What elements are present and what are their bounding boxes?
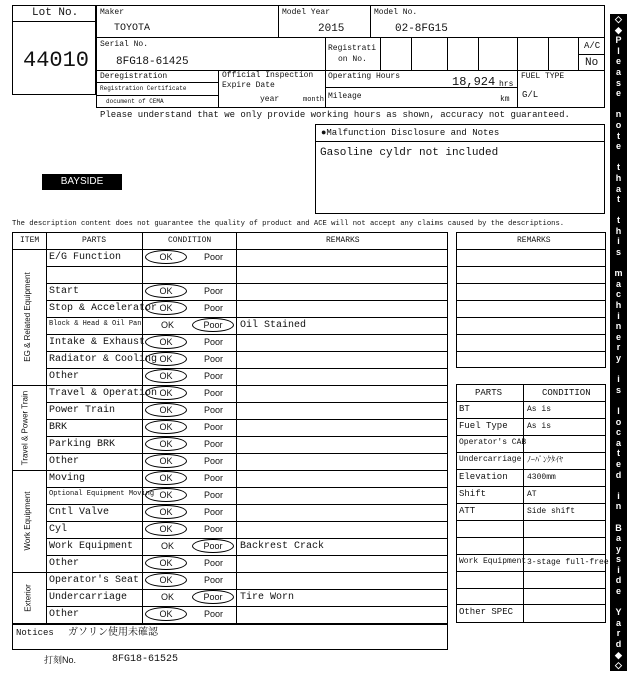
- poor-label: Poor: [204, 507, 224, 517]
- fuel-type-value: G/L: [522, 90, 539, 100]
- part-label: Other: [49, 371, 80, 382]
- part-label: Block & Head & Oil Pan: [49, 320, 142, 328]
- hrs-label: hrs: [499, 80, 514, 89]
- side-notice-char: h: [615, 300, 622, 311]
- ok-circled: OK: [145, 301, 187, 315]
- poor-label: Poor: [204, 286, 224, 296]
- part-label: Moving: [49, 473, 86, 484]
- ac-label: A/C: [584, 41, 601, 51]
- spec-condition: As is: [527, 405, 552, 414]
- group-label: Work Equipment: [23, 491, 32, 551]
- part-label: E/G Function: [49, 252, 122, 263]
- spec-part: Operator's CAB: [459, 438, 527, 447]
- spec-part: BT: [459, 404, 470, 414]
- serial-value: 8FG18-61425: [116, 56, 189, 68]
- poor-label: Poor: [204, 575, 224, 585]
- poor-label: Poor: [204, 473, 224, 483]
- side-notice-char: c: [615, 427, 621, 438]
- ac-value: No: [585, 57, 599, 69]
- spec-condition: Side shift: [527, 507, 576, 516]
- group-label: EG & Related Equipment: [23, 272, 32, 362]
- ok-circled: OK: [145, 522, 187, 536]
- side-notice-char: h: [615, 172, 622, 183]
- side-notice-char: s: [615, 77, 621, 88]
- side-notice-char: h: [615, 225, 622, 236]
- model-year-value: 2015: [318, 23, 345, 35]
- spec-condition: 3-stage full-free: [527, 558, 609, 567]
- poor-label: Poor: [204, 354, 224, 364]
- spec-part: Shift: [459, 489, 487, 499]
- model-no-label: Model No.: [374, 8, 418, 17]
- side-notice-char: d: [615, 469, 622, 480]
- side-notice-char: t: [617, 215, 620, 226]
- side-notice-char: c: [615, 289, 621, 300]
- part-label: Start: [49, 286, 80, 297]
- lot-label: Lot No.: [32, 7, 79, 19]
- month-label: month: [303, 96, 325, 104]
- poor-label: Poor: [204, 524, 224, 534]
- notices-label: Notices: [16, 628, 54, 638]
- remark-text: Backrest Crack: [240, 541, 325, 552]
- cema-label: document of CEMA: [106, 98, 164, 105]
- inspection-label: Official Inspection: [222, 71, 314, 80]
- ok-circled: OK: [145, 488, 187, 502]
- side-notice-char: o: [615, 416, 622, 427]
- side-notice-char: ◇: [615, 660, 622, 671]
- side-notice-char: ◇: [615, 14, 622, 24]
- side-notice-char: a: [615, 437, 621, 448]
- ok-circled: OK: [145, 437, 187, 451]
- model-year-label: Model Year: [282, 8, 331, 17]
- part-label: BRK: [49, 422, 68, 433]
- ok-label: OK: [161, 592, 175, 602]
- poor-label: Poor: [204, 252, 224, 262]
- part-label: Cyl: [49, 524, 68, 535]
- inspection-label-2: Expire Date: [222, 81, 275, 90]
- remark-text: Oil Stained: [240, 320, 307, 331]
- side-notice-char: ◆: [615, 649, 622, 660]
- side-notice-char: t: [617, 448, 620, 459]
- side-notice-char: m: [614, 268, 623, 279]
- spec-condition: AT: [527, 490, 537, 499]
- stamp-label: 打刻No.: [44, 655, 77, 665]
- side-notice-char: a: [615, 66, 621, 77]
- side-notice-char: B: [615, 522, 622, 533]
- right-remarks-header: REMARKS: [517, 236, 551, 245]
- side-notice-char: t: [617, 162, 620, 173]
- part-label: Other: [49, 558, 80, 569]
- side-notice-char: s: [615, 554, 621, 565]
- poor-label: Poor: [204, 303, 224, 313]
- poor-label: Poor: [204, 490, 224, 500]
- col-header-condition: CONDITION: [168, 236, 212, 245]
- side-notice-char: n: [615, 109, 622, 120]
- side-notice-char: t: [617, 194, 620, 205]
- poor-label: Poor: [204, 422, 224, 432]
- part-label: Other: [49, 609, 80, 620]
- side-notice-char: s: [615, 247, 621, 258]
- ok-label: OK: [161, 320, 175, 330]
- poor-label: Poor: [204, 388, 224, 398]
- spec-part: Undercarriage: [459, 455, 522, 464]
- side-notice-char: i: [617, 490, 620, 501]
- part-label: Power Train: [49, 405, 116, 416]
- part-label: Parking BRK: [49, 439, 116, 450]
- side-notice-char: e: [615, 458, 621, 469]
- side-notice-char: i: [617, 564, 620, 575]
- spec-part: ATT: [459, 506, 476, 516]
- side-notice-char: r: [616, 628, 621, 639]
- poor-label: Poor: [204, 371, 224, 381]
- side-notice-char: e: [615, 56, 621, 67]
- poor-circled: Poor: [192, 318, 234, 332]
- poor-label: Poor: [204, 439, 224, 449]
- spec-condition: 4300mm: [527, 473, 556, 482]
- side-notice: [610, 14, 627, 671]
- col-header-parts: PARTS: [82, 236, 107, 245]
- part-label: Undercarriage: [49, 592, 128, 603]
- side-notice-char: a: [615, 533, 621, 544]
- poor-circled: Poor: [192, 539, 234, 553]
- hours-notice: Please understand that we only provide working hours as shown, accuracy not guaranteed.: [100, 110, 570, 120]
- side-notice-char: y: [615, 353, 621, 363]
- ok-label: OK: [161, 541, 175, 551]
- ok-circled: OK: [145, 420, 187, 434]
- side-notice-char: y: [615, 543, 621, 554]
- stamp-value: 8FG18-61525: [112, 654, 179, 665]
- spec-part: Fuel Type: [459, 421, 508, 431]
- registration-certificate-label: Registration Certificate: [100, 85, 187, 92]
- ok-circled: OK: [145, 454, 187, 468]
- part-label: Cntl Valve: [49, 507, 110, 518]
- notices-value: ガソリン使用未確認: [68, 627, 158, 638]
- ok-circled: OK: [145, 471, 187, 485]
- side-notice-char: n: [615, 501, 622, 512]
- registration-label-2: on No.: [338, 55, 367, 64]
- malfunction-text: Gasoline cyldr not included: [320, 147, 499, 159]
- side-notice-char: a: [615, 278, 621, 289]
- malfunction-title: ●Malfunction Disclosure and Notes: [321, 128, 500, 138]
- side-notice-char: ◆: [615, 24, 622, 35]
- ok-circled: OK: [145, 250, 187, 264]
- spec-part: Other SPEC: [459, 607, 514, 617]
- side-notice-char: i: [617, 374, 620, 385]
- spec-part: Work Equipment: [459, 557, 527, 566]
- bayside-badge: BAYSIDE: [42, 174, 122, 190]
- model-no-value: 02-8FG15: [395, 23, 448, 35]
- right-condition-header: CONDITION: [542, 388, 591, 398]
- side-notice-char: s: [615, 384, 621, 395]
- ok-circled: OK: [145, 556, 187, 570]
- side-notice-char: o: [615, 119, 622, 130]
- operating-hours-label: Operating Hours: [328, 72, 401, 81]
- side-notice-char: e: [615, 586, 621, 597]
- part-label: Radiator & Cooling: [49, 354, 158, 365]
- ok-circled: OK: [145, 505, 187, 519]
- poor-label: Poor: [204, 456, 224, 466]
- right-parts-header: PARTS: [475, 388, 503, 398]
- col-header-item: ITEM: [20, 236, 40, 245]
- part-label: Intake & Exhaust: [49, 337, 146, 348]
- side-notice-char: r: [616, 342, 621, 353]
- group-label: Travel & Power Train: [20, 390, 29, 465]
- poor-label: Poor: [204, 405, 224, 415]
- km-label: km: [500, 95, 510, 104]
- side-notice-char: a: [615, 183, 621, 194]
- mileage-label: Mileage: [328, 92, 362, 101]
- side-notice-char: n: [615, 321, 622, 332]
- ok-circled: OK: [145, 369, 187, 383]
- side-notice-char: e: [615, 141, 621, 152]
- side-notice-char: l: [617, 405, 620, 416]
- poor-label: Poor: [204, 558, 224, 568]
- spec-condition: As is: [527, 422, 552, 431]
- serial-label: Serial No.: [100, 40, 149, 49]
- side-notice-char: e: [615, 88, 621, 99]
- disclaimer-text: The description content does not guarantee the quality of product and ACE will not accept any claims caused by the descriptions.: [12, 220, 565, 228]
- ok-circled: OK: [145, 386, 187, 400]
- poor-circled: Poor: [192, 590, 234, 604]
- side-notice-char: i: [617, 236, 620, 247]
- side-notice-char: d: [615, 575, 622, 586]
- part-label: Travel & Operation: [49, 388, 158, 399]
- year-label: year: [260, 95, 280, 104]
- poor-label: Poor: [204, 337, 224, 347]
- side-notice-char: i: [617, 310, 620, 321]
- part-label: Other: [49, 456, 80, 467]
- side-notice-char: e: [615, 331, 621, 342]
- fuel-type-label: FUEL TYPE: [521, 72, 565, 81]
- part-label: Operator's Seat: [49, 575, 140, 586]
- group-label: Exterior: [23, 583, 32, 612]
- lot-number: 44010: [23, 48, 90, 73]
- ok-circled: OK: [145, 335, 187, 349]
- spec-condition: ﾉｰﾊﾟﾝｸﾀｲﾔ: [527, 456, 563, 465]
- part-label: Stop & Accelerator: [49, 303, 158, 314]
- poor-label: Poor: [204, 609, 224, 619]
- spec-part: Elevation: [459, 472, 508, 482]
- maker-value: TOYOTA: [114, 23, 151, 34]
- side-notice-char: d: [615, 639, 622, 650]
- side-notice-char: Y: [615, 607, 622, 618]
- deregistration-label: Deregistration: [100, 72, 168, 81]
- side-notice-char: l: [617, 45, 620, 56]
- part-label: Work Equipment: [49, 541, 134, 552]
- part-label: Optional Equipment Moving: [49, 490, 155, 498]
- side-notice-char: a: [615, 617, 621, 628]
- ok-circled: OK: [145, 352, 187, 366]
- col-header-remarks: REMARKS: [326, 236, 360, 245]
- ok-circled: OK: [145, 573, 187, 587]
- remark-text: Tire Worn: [240, 592, 295, 603]
- registration-label: Registrati: [328, 44, 377, 53]
- ok-circled: OK: [145, 403, 187, 417]
- side-notice-char: P: [615, 35, 622, 46]
- maker-label: Maker: [100, 8, 125, 17]
- operating-hours-value: 18,924: [452, 75, 496, 89]
- ok-circled: OK: [145, 284, 187, 298]
- side-notice-char: t: [617, 130, 620, 141]
- ok-circled: OK: [145, 607, 187, 621]
